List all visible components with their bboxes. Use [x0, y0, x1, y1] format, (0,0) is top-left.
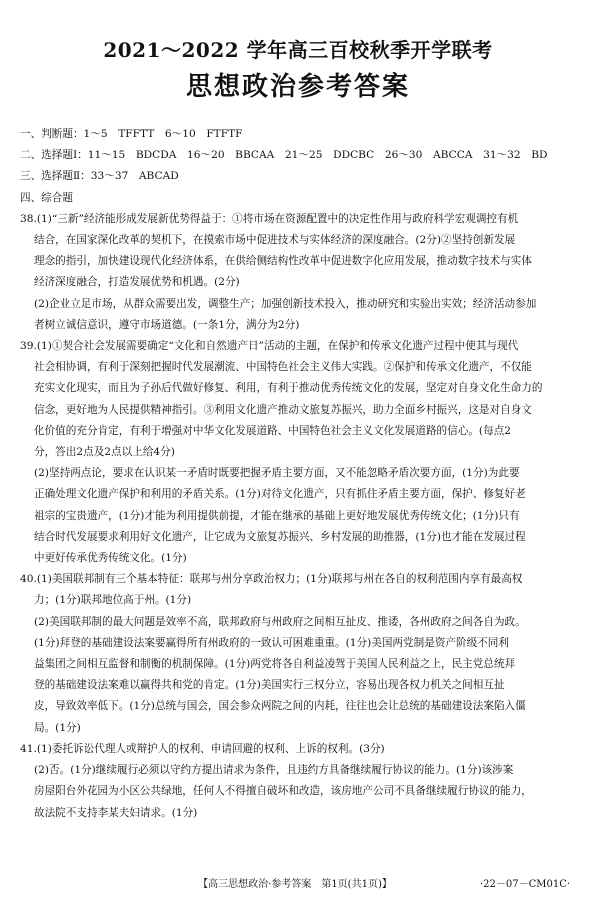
answer-line: 结合，在国家深化改革的契机下，在摸索市场中促进技术与实体经济的深度融合。(2分)②坚持创新发展 [34, 234, 516, 247]
answer-line: 分，答出2点及2点以上给4分) [34, 446, 175, 459]
answer-line: (2)美国联邦制的最大问题是效率不高，联邦政府与州政府之间相互扯皮、推诿，各州政府之间各自为政。 [34, 615, 526, 628]
answer-line: 二、选择题Ⅰ：11～15 BDCDA 16～20 BBCAA 21～25 DDCBC 26～30 ABCCA 31～32 BD [20, 149, 548, 162]
answer-line: 三、选择题Ⅱ：33～37 ABCAD [20, 170, 179, 183]
answer-line: 一、判断题：1～5 TFFTT 6～10 FTFTF [20, 128, 243, 140]
answer-line: 者树立诚信意识，遵守市场道德。(一条1分，满分为2分) [34, 318, 300, 331]
answer-line: 化价值的充分肯定，有利于增强对中华文化发展道路、中国特色社会主义文化发展道路的信心。(每点2 [34, 424, 511, 437]
answer-line: 正确处理文化遗产保护和利用的矛盾关系。(1分)对待文化遗产，只有抓住矛盾主要方面，保护、修复好老 [34, 488, 526, 501]
exam-title: 2021～2022 学年高三百校秋季开学联考 [103, 38, 493, 62]
answer-line: 充实文化现实，而且为子孙后代做好修复、利用，有利于推动优秀传统文化的发展，坚定对自身文化生命力的 [34, 382, 543, 395]
answer-line: 中更好传承优秀传统文化。(1分) [34, 552, 187, 565]
answer-line: 益集团之间相互监督和制衡的机制保障。(1分)两党将各自利益凌驾于美国人民利益之上，民主党总统拜 [34, 658, 516, 671]
answer-line: 皮，导致效率低下。(1分)总统与国会，国会参众两院之间的内耗，往往也会让总统的基础建设法案陷入僵 [34, 700, 526, 713]
answer-line: 力；(1分)联邦地位高于州。(1分) [34, 594, 192, 607]
answer-line: 41.(1)委托诉讼代理人或辩护人的权利、申请回避的权利、上诉的权利。(3分) [20, 742, 385, 755]
answer-line: 四、综合题 [20, 191, 73, 204]
answer-line: 信念，更好地为人民提供精神指引。③利用文化遗产推动文旅复苏振兴，助力全面乡村振兴，这是对自身文 [34, 403, 532, 416]
answer-line: (2)否。(1分)继续履行必须以守约方提出请求为条件，且违约方具备继续履行协议的能力。(1分)该涉案 [34, 764, 514, 777]
answer-line: 38.(1)“三新”经济能形成发展新优势得益于：①将市场在资源配置中的决定性作用与政府科学宏观调控有机 [20, 212, 519, 225]
answer-line: 理念的指引，加快建设现代化经济体系，在供给侧结构性改革中促进数字化应用发展，推动数字技术与实体 [34, 255, 532, 268]
answer-line: (2)坚持两点论，要求在认识某一矛盾时既要把握矛盾主要方面，又不能忽略矛盾次要方面，(1分)为此要 [34, 467, 520, 480]
answer-line: 结合时代发展要求利用好文化遗产，让它成为文旅复苏振兴、乡村发展的助推器，(1分)也才能在发展过程 [34, 530, 526, 543]
answer-line: 局。(1分) [34, 721, 81, 734]
footer-page-info: 【高三思想政治·参考答案 第1页(共1页)】 [198, 879, 392, 890]
answer-line: 登的基础建设法案难以赢得共和党的肯定。(1分)美国实行三权分立，容易出现各权力机关之间相互扯 [34, 679, 505, 692]
answer-line: 房屋阳台外花园为小区公共绿地，任何人不得擅自破坏和改造，该房地产公司不具备继续履行协议的能力， [34, 785, 532, 798]
answer-line: (1分)拜登的基础建设法案要赢得所有州政府的一致认可困难重重。(1分)美国两党制是资产阶级不同利 [34, 636, 509, 649]
answer-line: 39.(1)①契合社会发展需要确定“文化和自然遗产日”活动的主题，在保护和传承文化遗产过程中使其与现代 [20, 340, 519, 353]
answer-key-title: 思想政治参考答案 [185, 72, 410, 102]
answer-line: 经济深度融合，打造发展优势和机遇。(2分) [34, 276, 240, 289]
footer-exam-code: ·22－07－CM01C· [480, 879, 571, 890]
answer-content [20, 124, 580, 824]
answer-line: 故法院不支持李某夫妇请求。(1分) [34, 806, 198, 819]
answer-line: 社会相协调，有利于深刻把握时代发展潮流、中国特色社会主义伟大实践。②保护和传承文化遗产，不仅能 [34, 361, 532, 374]
answer-line: (2)企业立足市场，从群众需要出发，调整生产；加强创新技术投入，推动研究和实验出实效；经济活动参加 [34, 297, 537, 310]
answer-line: 祖宗的宝贵遗产，(1分)才能为利用提供前提，才能在继承的基础上更好地发展优秀传统文化；(1分)只有 [34, 509, 520, 522]
answer-line: 40.(1)美国联邦制有三个基本特征：联邦与州分享政治权力；(1分)联邦与州在各自的权利范围内享有最高权 [20, 573, 523, 586]
